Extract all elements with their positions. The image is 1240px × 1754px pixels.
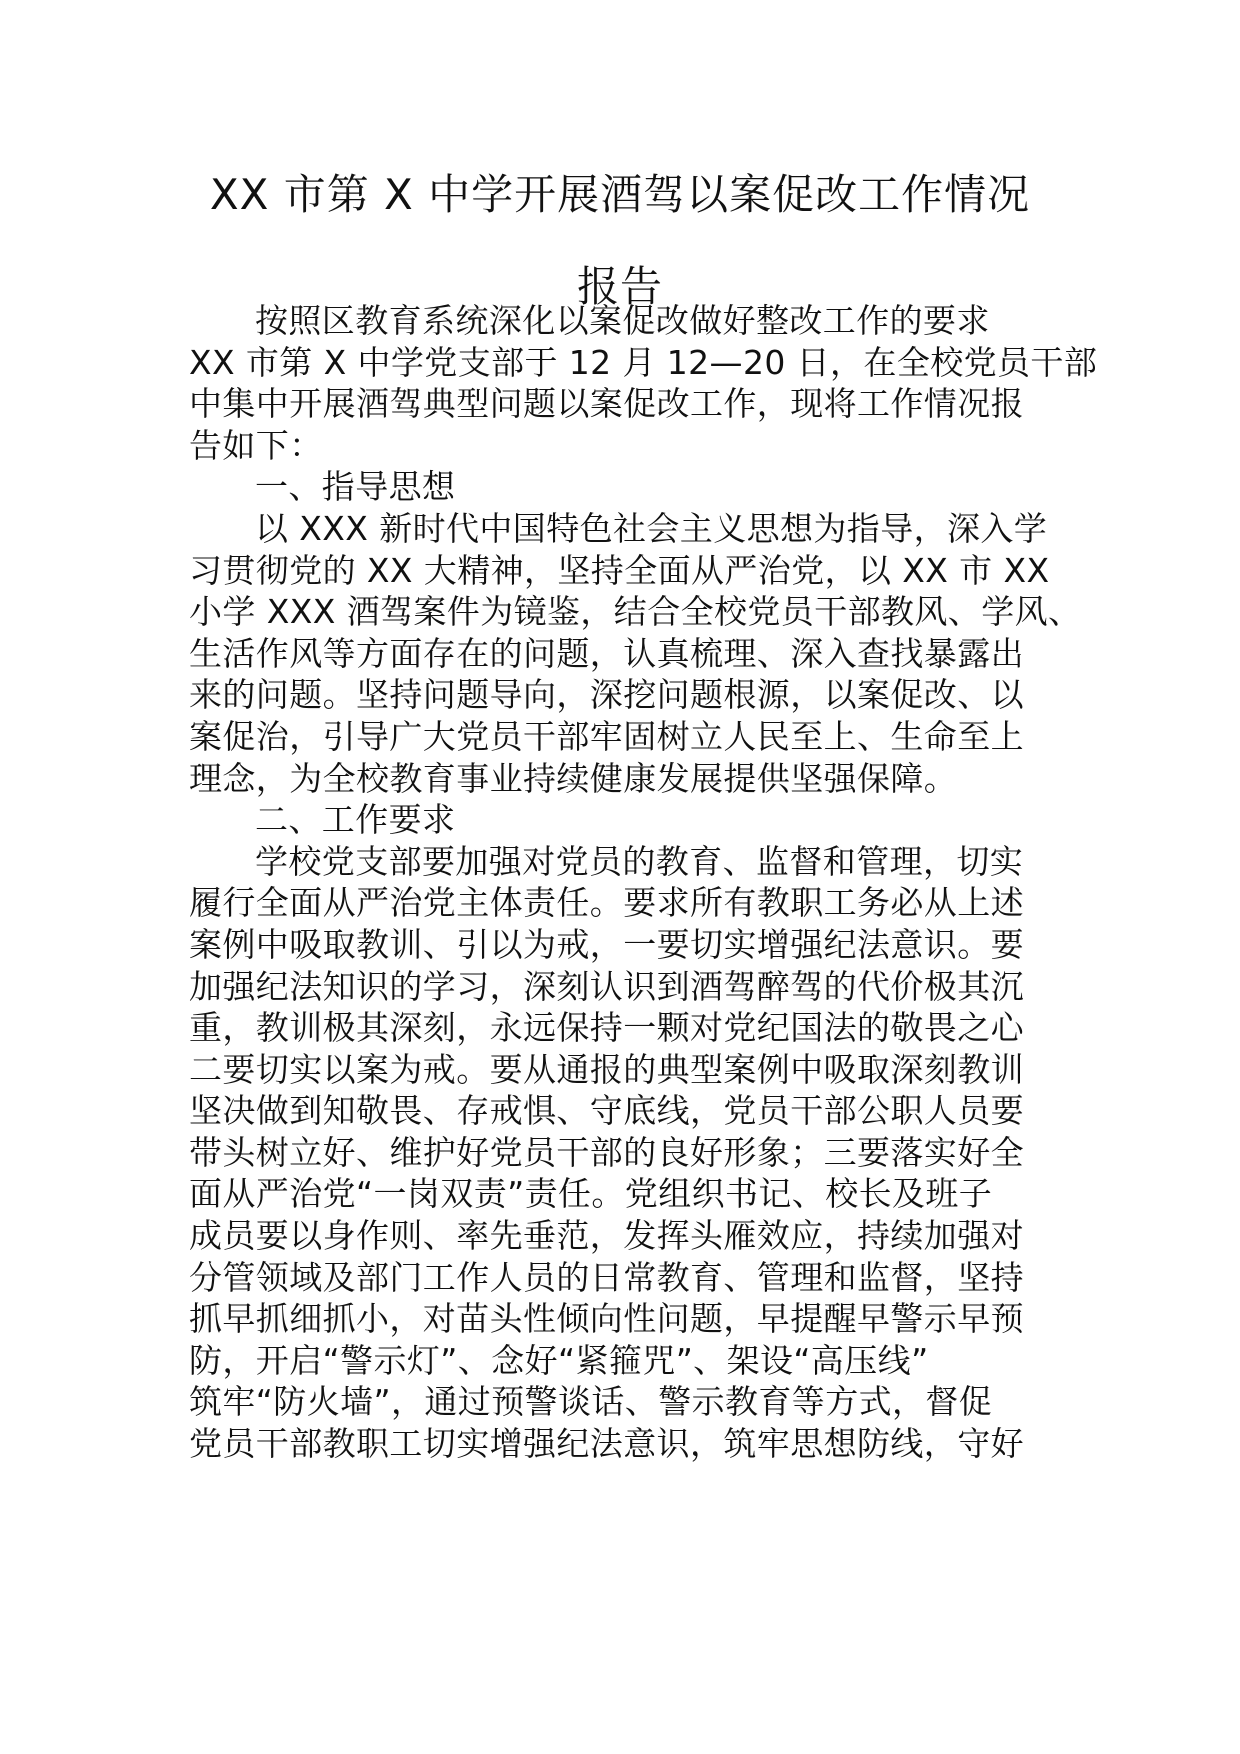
paragraph-line: 分管领域及部门工作人员的日常教育、管理和监督，坚持 — [189, 1257, 1024, 1297]
paragraph-line: 筑牢“防火墙”，通过预警谈话、警示教育等方式，督促 — [189, 1382, 993, 1422]
paragraph-line: 习贯彻党的 XX 大精神，坚持全面从严治党，以 XX 市 XX — [189, 550, 1050, 590]
paragraph-line: 以 XXX 新时代中国特色社会主义思想为指导，深入学 — [255, 508, 1048, 548]
paragraph-line: 按照区教育系统深化以案促改做好整改工作的要求 — [255, 301, 990, 340]
section-heading-2: 二、工作要求 — [255, 800, 456, 840]
document-body — [189, 300, 1098, 1465]
paragraph-line: 生活作风等方面存在的问题，认真梳理、深入查找暴露出 — [189, 633, 1024, 673]
paragraph-line: 面从严治党“一岗双责”责任。党组织书记、校长及班子 — [189, 1174, 993, 1214]
paragraph-line: 二要切实以案为戒。要从通报的典型案例中吸取深刻教训 — [189, 1049, 1024, 1089]
paragraph-line: 小学 XXX 酒驾案件为镜鉴，结合全校党员干部教风、学风、 — [189, 592, 1082, 632]
paragraph-line: 履行全面从严治党主体责任。要求所有教职工务必从上述 — [189, 883, 1024, 923]
section-heading-1: 一、指导思想 — [255, 467, 456, 507]
document-title-line-1: XX 市第 X 中学开展酒驾以案促改工作情况 — [209, 170, 1031, 219]
paragraph-line: 理念，为全校教育事业持续健康发展提供坚强保障。 — [189, 758, 958, 798]
paragraph-line: 重，教训极其深刻，永远保持一颗对党纪国法的敬畏之心 — [189, 1008, 1024, 1048]
paragraph-line: 党员干部教职工切实增强纪法意识，筑牢思想防线，守好 — [189, 1424, 1024, 1464]
paragraph-line: XX 市第 X 中学党支部于 12 月 12—20 日，在全校党员干部 — [189, 342, 1098, 382]
paragraph-line: 成员要以身作则、率先垂范，发挥头雁效应，持续加强对 — [189, 1216, 1024, 1256]
paragraph-line: 带头树立好、维护好党员干部的良好形象；三要落实好全 — [189, 1132, 1024, 1172]
paragraph-line: 中集中开展酒驾典型问题以案促改工作，现将工作情况报 — [189, 384, 1024, 424]
paragraph-line: 来的问题。坚持问题导向，深挖问题根源，以案促改、以 — [189, 675, 1024, 715]
paragraph-line: 抓早抓细抓小，对苗头性倾向性问题，早提醒早警示早预 — [189, 1299, 1024, 1339]
paragraph-line: 加强纪法知识的学习，深刻认识到酒驾醉驾的代价极其沉 — [189, 966, 1024, 1006]
paragraph-line: 防，开启“警示灯”、念好“紧箍咒”、架设“高压线” — [189, 1340, 929, 1380]
paragraph-line: 告如下： — [189, 425, 323, 465]
document-title-line-2: 报告 — [576, 262, 663, 311]
paragraph-line: 案例中吸取教训、引以为戒，一要切实增强纪法意识。要 — [189, 924, 1024, 964]
paragraph-line: 学校党支部要加强对党员的教育、监督和管理，切实 — [255, 841, 1024, 881]
paragraph-line: 坚决做到知敬畏、存戒惧、守底线，党员干部公职人员要 — [189, 1091, 1024, 1131]
paragraph-line: 案促治，引导广大党员干部牢固树立人民至上、生命至上 — [189, 716, 1024, 756]
